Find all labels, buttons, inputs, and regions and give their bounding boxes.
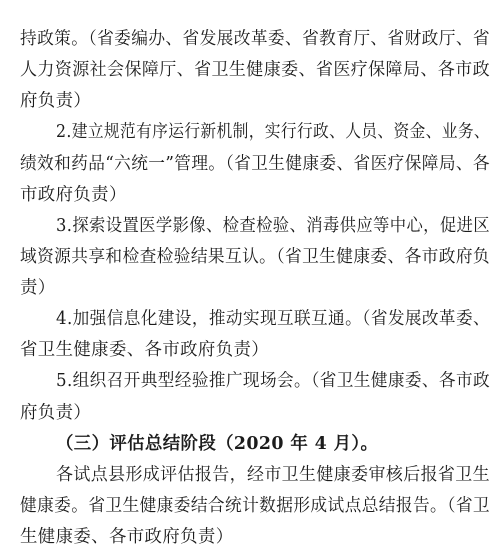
text-line: 生健康委、各市政府负责） [20,527,234,547]
text-line: 健康委。省卫生健康委结合统计数据形成试点总结报告。（省卫 [20,495,491,516]
text-line: 域资源共享和检查检验结果互认。（省卫生健康委、各市政府负 [20,246,491,267]
text-line: 省卫生健康委、各市政府负责） [20,340,270,361]
text-line: 人力资源社会保障厅、省卫生健康委、省医疗保障局、各市政 [20,60,490,81]
text-line: 4.加强信息化建设，推动实现互联互通。（省发展改革委、 [56,309,491,330]
text-line: 府负责） [20,402,92,423]
text-line: 3.探索设置医学影像、检查检验、消毒供应等中心，促进区 [56,215,490,236]
text-line: 责） [20,278,56,298]
text-line: 绩效和药品“六统一”管理。（省卫生健康委、省医疗保障局、各 [20,153,490,174]
text-line: 市政府负责） [20,184,127,205]
text-line: 府负责） [20,91,92,112]
section-heading: （三）评估总结阶段（2020 年 4 月）。 [56,433,379,454]
text-line: 5.组织召开典型经验推广现场会。（省卫生健康委、各市政 [56,371,491,392]
text-line: 持政策。（省委编办、省发展改革委、省教育厅、省财政厅、省 [20,29,491,49]
text-line: 2.建立规范有序运行新机制，实行行政、人员、资金、业务、 [56,122,491,143]
text-line: 各试点县形成评估报告，经市卫生健康委审核后报省卫生 [56,464,491,485]
